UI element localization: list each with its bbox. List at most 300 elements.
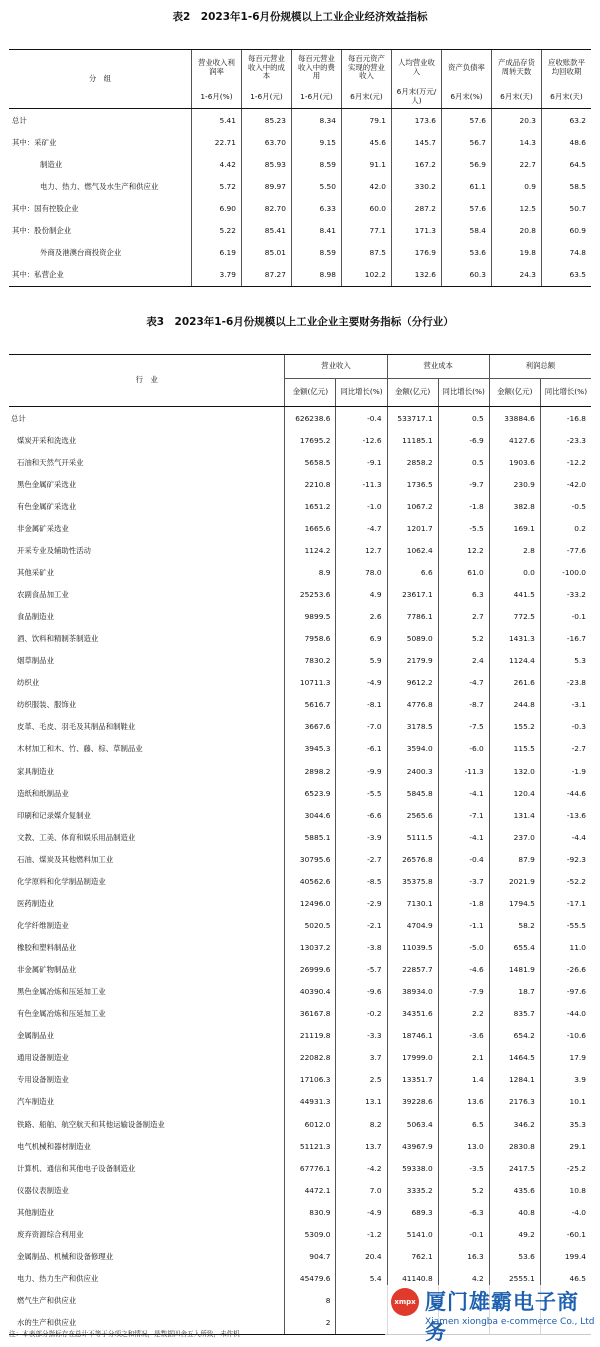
industry-label: 木材加工和木、竹、藤、棕、草制品业 bbox=[17, 744, 143, 754]
growth-cell: 5.4 bbox=[336, 1267, 387, 1289]
amount-cell: 2555.1 bbox=[489, 1267, 540, 1289]
amount-cell: 1284.1 bbox=[489, 1069, 540, 1091]
growth-cell: 2.4 bbox=[438, 650, 489, 672]
column-header: 营业收入利润率 bbox=[191, 50, 241, 87]
industry-label: 金属制品业 bbox=[17, 1031, 54, 1041]
growth-cell: 13.6 bbox=[438, 1091, 489, 1113]
column-header: 应收账款平均回收期 bbox=[541, 50, 591, 87]
growth-cell: -16.8 bbox=[540, 407, 591, 430]
amount-cell: 10711.3 bbox=[285, 672, 336, 694]
cell-value: 102.2 bbox=[341, 264, 391, 287]
growth-cell: 10.1 bbox=[540, 1091, 591, 1113]
amount-header: 金额(亿元) bbox=[489, 379, 540, 407]
amount-cell: 51121.3 bbox=[285, 1135, 336, 1157]
amount-cell: 18.7 bbox=[489, 981, 540, 1003]
cell-value: 22.7 bbox=[491, 153, 541, 175]
industry-label: 计算机、通信和其他电子设备制造业 bbox=[17, 1163, 136, 1173]
group-header: 营业成本 bbox=[387, 355, 489, 379]
industry-label: 电力、热力生产和供应业 bbox=[17, 1273, 99, 1283]
growth-cell: 8.2 bbox=[336, 1113, 387, 1135]
amount-cell: 115.5 bbox=[489, 738, 540, 760]
amount-cell: 13351.7 bbox=[387, 1069, 438, 1091]
industry-label: 其他制造业 bbox=[17, 1207, 54, 1217]
cell-value: 53.6 bbox=[441, 242, 491, 264]
growth-cell: -0.1 bbox=[540, 606, 591, 628]
amount-cell: 1794.5 bbox=[489, 892, 540, 914]
cell-value: 6.19 bbox=[191, 242, 241, 264]
growth-cell: 35.3 bbox=[540, 1113, 591, 1135]
table-row bbox=[9, 826, 591, 848]
industry-label: 非金属矿采选业 bbox=[17, 523, 69, 533]
growth-cell: -92.3 bbox=[540, 848, 591, 870]
amount-cell: 346.2 bbox=[489, 1113, 540, 1135]
cell-value: 4.42 bbox=[191, 153, 241, 175]
industry-label: 金属制品、机械和设备修理业 bbox=[17, 1251, 114, 1261]
growth-cell: -0.3 bbox=[540, 716, 591, 738]
amount-cell: 3594.0 bbox=[387, 738, 438, 760]
growth-cell: 3.7 bbox=[336, 1047, 387, 1069]
amount-cell: 40.8 bbox=[489, 1201, 540, 1223]
growth-cell: 2.1 bbox=[438, 1047, 489, 1069]
growth-cell: 2.6 bbox=[336, 606, 387, 628]
growth-cell: -9.1 bbox=[336, 451, 387, 473]
table-row bbox=[9, 650, 591, 672]
growth-cell: -25.2 bbox=[540, 1157, 591, 1179]
column-period: 1-6月(元) bbox=[241, 86, 291, 109]
growth-cell: 3.9 bbox=[540, 1069, 591, 1091]
cell-value: 8.34 bbox=[291, 109, 341, 132]
row-label: 制造业 bbox=[40, 159, 63, 169]
cell-value: 145.7 bbox=[391, 131, 441, 153]
amount-cell: 40562.6 bbox=[285, 870, 336, 892]
amount-cell: 2210.8 bbox=[285, 473, 336, 495]
row-label: 其中：采矿业 bbox=[12, 137, 57, 147]
growth-cell: -8.5 bbox=[336, 870, 387, 892]
table-row bbox=[9, 760, 591, 782]
growth-cell: 1.4 bbox=[438, 1069, 489, 1091]
growth-cell: 78.0 bbox=[336, 561, 387, 583]
column-period: 6月末(天) bbox=[491, 86, 541, 109]
growth-cell: -0.2 bbox=[336, 1003, 387, 1025]
industry-label: 开采专业及辅助性活动 bbox=[17, 545, 91, 555]
amount-cell: 41140.8 bbox=[387, 1267, 438, 1289]
growth-cell: -4.4 bbox=[540, 826, 591, 848]
cell-value: 287.2 bbox=[391, 197, 441, 219]
amount-cell: 1903.6 bbox=[489, 451, 540, 473]
cell-value: 58.5 bbox=[541, 175, 591, 197]
growth-cell: -6.6 bbox=[336, 804, 387, 826]
growth-cell: -2.9 bbox=[336, 892, 387, 914]
amount-cell: 67776.1 bbox=[285, 1157, 336, 1179]
amount-cell: 1651.2 bbox=[285, 495, 336, 517]
growth-cell: -6.1 bbox=[336, 738, 387, 760]
growth-cell: -44.0 bbox=[540, 1003, 591, 1025]
growth-cell: -0.4 bbox=[336, 407, 387, 430]
growth-cell: 5.2 bbox=[438, 628, 489, 650]
table2-title: 表2 2023年1-6月份规模以上工业企业经济效益指标 bbox=[172, 11, 428, 23]
amount-cell: 44931.3 bbox=[285, 1091, 336, 1113]
industry-label: 纺织业 bbox=[17, 678, 40, 688]
column-period: 6月末(元) bbox=[341, 86, 391, 109]
amount-cell: 5089.0 bbox=[387, 628, 438, 650]
table-row bbox=[9, 197, 591, 219]
industry-label: 有色金属矿采选业 bbox=[17, 501, 77, 511]
growth-cell: -4.9 bbox=[336, 1201, 387, 1223]
amount-cell: 5309.0 bbox=[285, 1223, 336, 1245]
table-row bbox=[9, 407, 591, 430]
growth-cell: 5.3 bbox=[540, 650, 591, 672]
cell-value: 8.98 bbox=[291, 264, 341, 287]
growth-cell: -55.5 bbox=[540, 914, 591, 936]
table-row bbox=[9, 495, 591, 517]
amount-cell: 1665.6 bbox=[285, 517, 336, 539]
industry-label: 黑色金属矿采选业 bbox=[17, 479, 77, 489]
amount-cell: 1481.9 bbox=[489, 959, 540, 981]
cell-value: 0.9 bbox=[491, 175, 541, 197]
table-row bbox=[9, 892, 591, 914]
amount-cell: 835.7 bbox=[489, 1003, 540, 1025]
growth-cell: 5.9 bbox=[336, 650, 387, 672]
growth-cell: 0.2 bbox=[540, 517, 591, 539]
amount-cell: 772.5 bbox=[489, 606, 540, 628]
growth-cell: 6.3 bbox=[438, 584, 489, 606]
growth-cell: -6.9 bbox=[438, 429, 489, 451]
cell-value: 3.79 bbox=[191, 264, 241, 287]
amount-cell: 7786.1 bbox=[387, 606, 438, 628]
industry-label: 纺织服装、服饰业 bbox=[17, 700, 77, 710]
cell-value: 85.93 bbox=[241, 153, 291, 175]
amount-cell: 17106.3 bbox=[285, 1069, 336, 1091]
table-row bbox=[9, 870, 591, 892]
table2-economic-indicators bbox=[9, 49, 591, 287]
growth-header: 同比增长(%) bbox=[540, 379, 591, 407]
growth-cell: -44.6 bbox=[540, 782, 591, 804]
growth-cell: -1.8 bbox=[438, 495, 489, 517]
growth-cell: 10.8 bbox=[540, 1179, 591, 1201]
row-label: 其中：股份制企业 bbox=[12, 226, 72, 236]
amount-cell: 5885.1 bbox=[285, 826, 336, 848]
growth-cell: 2.5 bbox=[336, 1069, 387, 1091]
growth-cell: -77.6 bbox=[540, 539, 591, 561]
growth-cell: -3.8 bbox=[336, 937, 387, 959]
cell-value: 45.6 bbox=[341, 131, 391, 153]
table-row bbox=[9, 782, 591, 804]
amount-cell: 261.6 bbox=[489, 672, 540, 694]
growth-cell: -23.8 bbox=[540, 672, 591, 694]
cell-value: 6.33 bbox=[291, 197, 341, 219]
amount-cell: 762.1 bbox=[387, 1245, 438, 1267]
growth-cell: -11.3 bbox=[438, 760, 489, 782]
amount-cell: 5111.5 bbox=[387, 826, 438, 848]
group-header: 利润总额 bbox=[489, 355, 591, 379]
industry-label: 橡胶和塑料制品业 bbox=[17, 943, 77, 953]
table-row bbox=[9, 473, 591, 495]
amount-cell: 13037.2 bbox=[285, 937, 336, 959]
amount-header: 金额(亿元) bbox=[387, 379, 438, 407]
cell-value: 56.9 bbox=[441, 153, 491, 175]
growth-cell: 4.9 bbox=[336, 584, 387, 606]
column-header: 每百元营业收入中的成本 bbox=[241, 50, 291, 87]
growth-cell: -3.7 bbox=[438, 870, 489, 892]
table-row bbox=[9, 672, 591, 694]
cell-value: 5.72 bbox=[191, 175, 241, 197]
growth-cell: -1.9 bbox=[540, 760, 591, 782]
amount-cell: 40390.4 bbox=[285, 981, 336, 1003]
amount-cell: 7830.2 bbox=[285, 650, 336, 672]
industry-label: 汽车制造业 bbox=[17, 1097, 54, 1107]
table-row bbox=[9, 738, 591, 760]
amount-cell: 2.8 bbox=[489, 539, 540, 561]
growth-cell: 7.0 bbox=[336, 1179, 387, 1201]
growth-cell: -5.5 bbox=[336, 782, 387, 804]
amount-cell: 533717.1 bbox=[387, 407, 438, 430]
amount-cell: 36167.8 bbox=[285, 1003, 336, 1025]
table-row bbox=[9, 264, 591, 287]
growth-cell: -12.2 bbox=[540, 451, 591, 473]
cell-value: 61.1 bbox=[441, 175, 491, 197]
column-header: 资产负债率 bbox=[441, 50, 491, 87]
table-row bbox=[9, 451, 591, 473]
cell-value: 57.6 bbox=[441, 197, 491, 219]
growth-cell: -23.3 bbox=[540, 429, 591, 451]
table-row bbox=[9, 937, 591, 959]
growth-cell: -16.7 bbox=[540, 628, 591, 650]
amount-cell: 3335.2 bbox=[387, 1179, 438, 1201]
amount-cell: 2400.3 bbox=[387, 760, 438, 782]
amount-cell: 1431.3 bbox=[489, 628, 540, 650]
growth-cell: 0.5 bbox=[438, 407, 489, 430]
column-period: 6月末(天) bbox=[541, 86, 591, 109]
cell-value: 87.27 bbox=[241, 264, 291, 287]
cell-value: 87.5 bbox=[341, 242, 391, 264]
amount-cell: 87.9 bbox=[489, 848, 540, 870]
cell-value: 167.2 bbox=[391, 153, 441, 175]
growth-cell: -3.1 bbox=[540, 694, 591, 716]
cell-value: 330.2 bbox=[391, 175, 441, 197]
cell-value: 22.71 bbox=[191, 131, 241, 153]
amount-cell: 26576.8 bbox=[387, 848, 438, 870]
table-row bbox=[9, 1113, 591, 1135]
amount-cell: 1062.4 bbox=[387, 539, 438, 561]
cell-value: 20.8 bbox=[491, 219, 541, 241]
amount-cell: 155.2 bbox=[489, 716, 540, 738]
table-row bbox=[9, 716, 591, 738]
amount-cell: 626238.6 bbox=[285, 407, 336, 430]
industry-label: 皮革、毛皮、羽毛及其制品和制鞋业 bbox=[17, 722, 136, 732]
amount-cell: 2830.8 bbox=[489, 1135, 540, 1157]
growth-cell: -5.0 bbox=[438, 937, 489, 959]
amount-cell: 5658.5 bbox=[285, 451, 336, 473]
industry-header: 行 业 bbox=[9, 355, 285, 407]
amount-cell: 830.9 bbox=[285, 1201, 336, 1223]
cell-value: 60.9 bbox=[541, 219, 591, 241]
growth-cell: -13.6 bbox=[540, 804, 591, 826]
industry-label: 煤炭开采和洗选业 bbox=[17, 435, 77, 445]
amount-cell: 49.2 bbox=[489, 1223, 540, 1245]
table-row bbox=[9, 959, 591, 981]
industry-label: 燃气生产和供应业 bbox=[17, 1296, 77, 1306]
cell-value: 8.59 bbox=[291, 242, 341, 264]
amount-cell: 17999.0 bbox=[387, 1047, 438, 1069]
amount-cell: 25253.6 bbox=[285, 584, 336, 606]
row-label: 电力、热力、燃气及水生产和供应业 bbox=[40, 181, 159, 191]
table-row bbox=[9, 914, 591, 936]
growth-cell: 61.0 bbox=[438, 561, 489, 583]
growth-cell: -9.7 bbox=[438, 473, 489, 495]
cell-value: 74.8 bbox=[541, 242, 591, 264]
cell-value: 85.41 bbox=[241, 219, 291, 241]
growth-header: 同比增长(%) bbox=[438, 379, 489, 407]
growth-cell: -12.6 bbox=[336, 429, 387, 451]
growth-cell: 5.2 bbox=[438, 1179, 489, 1201]
column-period: 6月末(%) bbox=[441, 86, 491, 109]
company-logo-icon: xmpx bbox=[391, 1288, 419, 1316]
growth-cell: 13.7 bbox=[336, 1135, 387, 1157]
industry-label: 农副食品加工业 bbox=[17, 590, 69, 600]
amount-cell: 1067.2 bbox=[387, 495, 438, 517]
industry-label: 仪器仪表制造业 bbox=[17, 1185, 69, 1195]
growth-cell: -9.6 bbox=[336, 981, 387, 1003]
growth-cell: 2.2 bbox=[438, 1003, 489, 1025]
table-row bbox=[9, 1223, 591, 1245]
growth-cell: 2.7 bbox=[438, 606, 489, 628]
growth-cell: -4.0 bbox=[540, 1201, 591, 1223]
table-row bbox=[9, 1135, 591, 1157]
amount-cell: 654.2 bbox=[489, 1025, 540, 1047]
amount-cell: 1464.5 bbox=[489, 1047, 540, 1069]
amount-cell: 904.7 bbox=[285, 1245, 336, 1267]
growth-cell: -1.8 bbox=[438, 892, 489, 914]
amount-cell: 53.6 bbox=[489, 1245, 540, 1267]
amount-cell: 5845.8 bbox=[387, 782, 438, 804]
amount-cell: 59338.0 bbox=[387, 1157, 438, 1179]
amount-cell: 38934.0 bbox=[387, 981, 438, 1003]
amount-cell: 12496.0 bbox=[285, 892, 336, 914]
growth-cell: -4.9 bbox=[336, 672, 387, 694]
amount-cell: 382.8 bbox=[489, 495, 540, 517]
amount-cell: 3044.6 bbox=[285, 804, 336, 826]
amount-cell: 1201.7 bbox=[387, 517, 438, 539]
growth-cell: -2.1 bbox=[336, 914, 387, 936]
amount-cell: 1124.4 bbox=[489, 650, 540, 672]
growth-cell: 46.5 bbox=[540, 1267, 591, 1289]
industry-label: 印刷和记录媒介复制业 bbox=[17, 810, 91, 820]
column-header: 每百元营业收入中的费用 bbox=[291, 50, 341, 87]
amount-cell: 4472.1 bbox=[285, 1179, 336, 1201]
growth-cell: -3.3 bbox=[336, 1025, 387, 1047]
company-name-cn: 厦门雄霸电子商务 bbox=[425, 1290, 579, 1344]
amount-cell: 131.4 bbox=[489, 804, 540, 826]
industry-label: 文教、工美、体育和娱乐用品制造业 bbox=[17, 832, 136, 842]
row-label: 总计 bbox=[12, 115, 27, 125]
table-row bbox=[9, 1069, 591, 1091]
cell-value: 19.8 bbox=[491, 242, 541, 264]
growth-cell: -8.7 bbox=[438, 694, 489, 716]
industry-label: 化学原料和化学制品制造业 bbox=[17, 876, 106, 886]
amount-cell: 23617.1 bbox=[387, 584, 438, 606]
growth-cell: -0.1 bbox=[438, 1223, 489, 1245]
amount-cell: 4704.9 bbox=[387, 914, 438, 936]
growth-cell: -5.5 bbox=[438, 517, 489, 539]
growth-cell: 12.2 bbox=[438, 539, 489, 561]
growth-cell: -3.9 bbox=[336, 826, 387, 848]
amount-cell: 39228.6 bbox=[387, 1091, 438, 1113]
amount-cell: 22857.7 bbox=[387, 959, 438, 981]
amount-cell: 244.8 bbox=[489, 694, 540, 716]
amount-cell: 33884.6 bbox=[489, 407, 540, 430]
growth-cell: -4.2 bbox=[336, 1157, 387, 1179]
growth-cell: -26.6 bbox=[540, 959, 591, 981]
industry-label: 造纸和纸制品业 bbox=[17, 788, 69, 798]
growth-cell: 6.9 bbox=[336, 628, 387, 650]
cell-value: 58.4 bbox=[441, 219, 491, 241]
amount-cell: 8 bbox=[285, 1290, 336, 1312]
amount-cell: 237.0 bbox=[489, 826, 540, 848]
amount-cell: 35375.8 bbox=[387, 870, 438, 892]
table-row bbox=[9, 517, 591, 539]
growth-cell: -33.2 bbox=[540, 584, 591, 606]
growth-cell: -1.0 bbox=[336, 495, 387, 517]
cell-value: 173.6 bbox=[391, 109, 441, 132]
amount-cell: 26999.6 bbox=[285, 959, 336, 981]
growth-cell: 29.1 bbox=[540, 1135, 591, 1157]
cell-value: 48.6 bbox=[541, 131, 591, 153]
amount-cell: 8.9 bbox=[285, 561, 336, 583]
table-row bbox=[9, 1003, 591, 1025]
table-row bbox=[9, 606, 591, 628]
amount-cell: 132.0 bbox=[489, 760, 540, 782]
table-row bbox=[9, 561, 591, 583]
table3-financial-indicators bbox=[9, 354, 591, 1335]
table-row bbox=[9, 175, 591, 197]
growth-cell bbox=[336, 1290, 387, 1312]
growth-cell: -60.1 bbox=[540, 1223, 591, 1245]
growth-cell: 4.2 bbox=[438, 1267, 489, 1289]
column-period: 1-6月(元) bbox=[291, 86, 341, 109]
amount-cell: 2 bbox=[285, 1312, 336, 1335]
growth-cell: 11.0 bbox=[540, 937, 591, 959]
industry-label: 废弃资源综合利用业 bbox=[17, 1229, 84, 1239]
amount-cell: 0.0 bbox=[489, 561, 540, 583]
growth-cell: 12.7 bbox=[336, 539, 387, 561]
growth-cell: 20.4 bbox=[336, 1245, 387, 1267]
growth-cell: -0.4 bbox=[438, 848, 489, 870]
growth-cell bbox=[336, 1312, 387, 1335]
amount-cell: 3667.6 bbox=[285, 716, 336, 738]
amount-cell: 11185.1 bbox=[387, 429, 438, 451]
table-row bbox=[9, 539, 591, 561]
amount-cell: 11039.5 bbox=[387, 937, 438, 959]
cell-value: 5.41 bbox=[191, 109, 241, 132]
amount-cell: 58.2 bbox=[489, 914, 540, 936]
growth-cell: -4.7 bbox=[336, 517, 387, 539]
amount-cell: 1124.2 bbox=[285, 539, 336, 561]
growth-cell: -6.3 bbox=[438, 1201, 489, 1223]
amount-cell: 441.5 bbox=[489, 584, 540, 606]
cell-value: 91.1 bbox=[341, 153, 391, 175]
growth-cell: -7.9 bbox=[438, 981, 489, 1003]
amount-cell: 6012.0 bbox=[285, 1113, 336, 1135]
growth-cell: -17.1 bbox=[540, 892, 591, 914]
amount-cell: 435.6 bbox=[489, 1179, 540, 1201]
table-row bbox=[9, 1025, 591, 1047]
amount-cell: 3178.5 bbox=[387, 716, 438, 738]
growth-cell: 17.9 bbox=[540, 1047, 591, 1069]
growth-cell: -42.0 bbox=[540, 473, 591, 495]
cell-value: 63.70 bbox=[241, 131, 291, 153]
industry-label: 有色金属冶炼和压延加工业 bbox=[17, 1009, 106, 1019]
table-row bbox=[9, 981, 591, 1003]
